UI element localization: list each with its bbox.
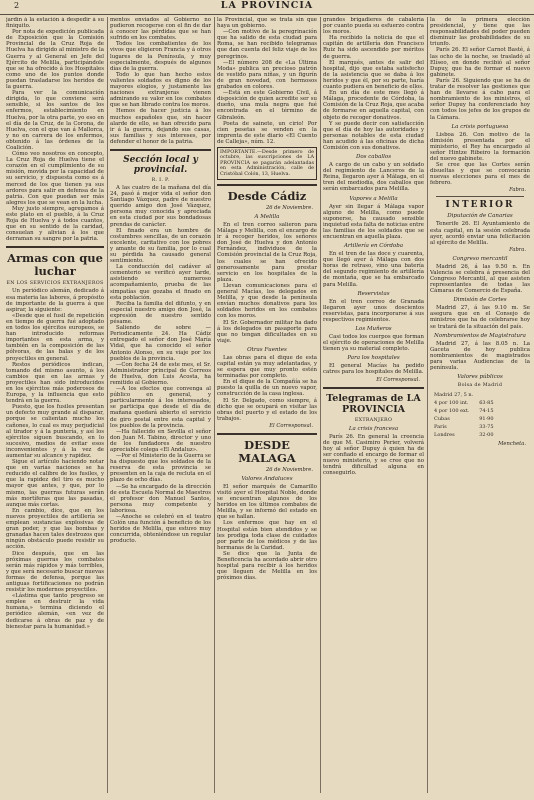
paragraph: Y se puede decir con satisfacción que el día de hoy las autoridades y personas notables de esta ciudad han acudido á las oficinas de dicha Comisión con sus donativos.: [323, 120, 424, 151]
table-cell: 33·75: [479, 424, 494, 431]
column-3: [217, 17, 317, 795]
section-headline: Sección local y provincial.: [123, 154, 198, 175]
paragraph: Las obras para el dique de esta capital están ya muy adelantadas, y se espera que muy pronto estén terminadas por completo.: [217, 354, 317, 380]
paragraph: Ayer sin llegar á Málaga vapor alguno de Melilla, como puede suponerse, ha causado sensible inquietud esta falta de noticias entre las familias de los soldados que se encuentran en aquella plaza.: [323, 203, 424, 240]
table-cell: 74·15: [479, 408, 494, 415]
table-cell: 91·90: [479, 416, 494, 423]
paragraph: la de la primera elección presidencial, y tiene que las responsabilidades del poder pueden disminuir las probabilidades de su triunfo.: [430, 17, 530, 48]
paragraph: En el tren correo de Granada llegaron ayer unos doscientos reservistas, para incorporarse á sus respectivos regimientos.: [323, 298, 424, 323]
subheading: Dos caballos: [355, 154, 392, 161]
subheading: Para los hospitales: [347, 355, 400, 362]
notice-box: [217, 147, 317, 180]
paragraph: Madrid 26, á las 9.50 n. En Valencia se celebra á presencia del Congreso Mercantil, al que asisten representantes de todas las Cámaras de Comercio de España.: [430, 263, 530, 295]
subheading: Nombramientos de Magistratura: [434, 332, 526, 339]
paragraph: París 26. Siguiendo que se ha de tratar de resolver las gestiones que han de llevarse á cabo para el nombramiento de los ministros, el señor Dupuy ha conferenciado hoy con todos los jefes de los grupos de la Cámara.: [430, 77, 530, 121]
paragraph: El finado era un hombre de costumbres sencillas, de un corazón excelente, caritativo con los pobres y amante de su familia, por lo cual su pérdida ha causado general sentimiento.: [110, 227, 211, 265]
paragraph: En el dique de la Compañía se ha puesto la quilla de un nuevo vapor, construcción de la casa inglesa.: [217, 379, 317, 398]
paragraph: Reciba la familia del difunto, y en especial nuestro amigo don José, la expresión de nuestro sentido pésame.: [110, 300, 211, 326]
paragraph: «Desde que el fusil de repetición en tiempo de guerra fué adoptado en todos los ejércitos europeos, se han introducido reformas importantes en esta arma, y también en la composición de las pólvoras, de las balas y de los proyectiles en general.: [6, 312, 104, 362]
table-cell: [477, 392, 495, 398]
subheading: Otras Fuentes: [247, 346, 287, 353]
paragraph: grandes brigadieres de cabalería por cuanto pueda su esfuerzo contra los moros.: [323, 17, 424, 36]
paragraph: En el tren de las doce y cuarenta, que llegó ayer á Málaga con dos horas de retraso, vino una batería del segundo regimiento de artillería de montaña, que se ha embarcado para Melilla.: [323, 251, 424, 288]
paragraph: Saliendo de sobre —Periodicamente 24. Ha Cádiz entregado el señor don José María Vidal, que ha conocido el señor Antonio Alonso, en su viaje por los pueblos de la provincia.: [110, 325, 211, 362]
paragraph: Todos los combatientes de los vivos que eligieron Francia y á otros lugares de la Península, y muy especialmente, después de algunos días de la guerra.: [110, 41, 211, 72]
subheading: Valores públicos: [457, 374, 503, 381]
divider: [217, 184, 317, 186]
paragraph: A cargo de un cabo y un soldado del regimiento de Lanceros de la Reina, llegaron ayer á Málaga, en el tren del mediodía, dos caballos que serán embarcados para Melilla.: [323, 162, 424, 193]
quotes-table: [430, 390, 498, 440]
column-5: [430, 17, 530, 795]
paragraph: —Con motivo de la peregrinación que ha salido de esta ciudad para Roma, se han recibido telegramas que dan cuenta del feliz viaje de los peregrinos.: [217, 29, 317, 60]
paragraph: —Anoche se celebró en el teatro Colón una función á beneficio de los heridos de Melilla, que estuvo muy concurrida, obteniéndose un regular producto.: [110, 514, 211, 545]
subheading: Diputación de Canarias: [447, 213, 513, 220]
paragraph: Hemos de hacer justicia á los muchos españoles que, sin hacer alarde de ello, se han ofrecido para ir á la guerra, dejando sus casas, sus familias y sus intereses, por defender el honor de la patria.: [110, 108, 211, 145]
paragraph: París 26. En general la creencia de que M. Casimiro Perier, volverá hoy al señor Dupuy á quien ha de ser confiado el encargo de formar el nuevo ministerio, y se cree que no tendrá dificultad alguna en conseguirlo.: [323, 433, 424, 477]
subheading: Dimisión de Cortes: [453, 297, 507, 304]
section-headline: INTERIOR: [445, 200, 515, 211]
paragraph: Un periódico alemán, dedicado á esa materia las labores, á propósito de importante de la guerra á que aspirar, la siguiente:: [6, 288, 104, 313]
table-cell: Madrid 27, 5 n.: [434, 392, 474, 399]
table-row: [432, 432, 496, 438]
notice-text: IMPORTANTE.—Desde primero de octubre, las suscripciones de LA PROVINCIA se pagarán adelantadas en esta Administración, calle de Cristóbal Colón, 13, Huelva.: [220, 148, 314, 177]
column-rule: [107, 17, 108, 793]
signature: El Corresponsal.: [376, 376, 420, 383]
table-row: [432, 400, 496, 406]
table-row: [432, 408, 496, 414]
paragraph: —Por el Ministerio de la Guerra se ha dispuesto que los soldados de la reserva de esta provincia se presenten en la caja de recluta en el plazo de ocho días.: [110, 453, 211, 484]
masthead: [0, 0, 534, 15]
paragraph: El Sr. Gobernador militar ha dado á los delegados un pasaporte para que no tengan dificultades en su viaje.: [217, 319, 317, 344]
table-cell: 4 por 100 int.: [434, 400, 469, 407]
subheading: La crisis portuguesa: [451, 123, 509, 130]
paragraph: Casi todos los cuerpos que forman el ejército de operaciones de Melilla tienen ya su material completo.: [323, 334, 424, 353]
page-number: 2: [14, 1, 20, 10]
divider: [217, 433, 317, 435]
column-rule: [427, 17, 428, 793]
paragraph: mentos enviados al Gobierno no pudieron recogerse con el fin de dar á conocer las pérdidas que se han sufrido en los combates.: [110, 17, 211, 42]
subheading: Vapores a Melilla: [349, 195, 398, 202]
signature: Fabra.: [509, 187, 526, 194]
column-rule: [320, 17, 321, 793]
paragraph: la Provincial, que se trata sin que haya un gobierno.: [217, 17, 317, 30]
table-title: Bolsa de Madrid: [457, 383, 503, 389]
paragraph: Dice después, que en las próximas guerras los combates serán más rápidos y más terribles, y que será necesario buscar nuevas formas de defensa, porque las antiguas fortificaciones no podrán resistir los modernos proyectiles.: [6, 550, 104, 594]
paragraph: jardín á la estación á despedir á su finiquito.: [6, 17, 104, 30]
paragraph: Puesto, que los fusiles presentan un defecto muy grande al disparar, porque se calientan mucho los cañones, lo cual es muy perjudicial al tirador y á la puntería, y así los ejércitos siguen buscando, en lo sucesivo, medios de evitar esos inconvenientes y á la vez de aumentar su alcance y rapidez.: [6, 404, 104, 459]
paragraph: Restos periódicos indican, tomando del mismo asunto, á los cambios que en las armas y proyectiles han sido introducidos en los ejércitos más poderosos de Europa, y la influencia que esto tendrá en la guerra.: [6, 361, 104, 405]
column-1: [6, 17, 104, 795]
dateline: 26 de Noviembre.: [265, 466, 313, 473]
subheadline: EXTRANJERO: [354, 417, 393, 423]
subheading: Artillería en Córdoba: [343, 243, 404, 250]
column-rule: [214, 17, 215, 793]
paragraph: En un día de este mes llegó á Málaga, procedente de Córdoba, la Comisión de la Cruz Roja, que acaba de formarse en aquella capital, con objeto de recoger donativos.: [323, 90, 424, 121]
subheadline: R. I. P.: [151, 177, 170, 183]
headline: DESDE MALAGA: [238, 437, 296, 465]
paragraph: A las cuatro de la mañana del día 24, pasó á mejor vida el señor don Santiago Vázquez, padre de nuestro querido amigo don José Vázquez, persona muy conocida y apreciada en esta ciudad por sus bondadosas prendas de carácter.: [110, 184, 211, 228]
headline: Desde Cádiz: [227, 189, 307, 203]
table-cell: Londres: [434, 432, 455, 439]
paragraph: —Está en este Gobierno Civil, á disposición de quien acredite ser su dueño, una mula negra que fué encontrada en el término de Gibraleón.: [217, 90, 317, 121]
signature: El Corresponsal.: [269, 422, 313, 429]
paragraph: —Se ha encargado de la dirección de esta Escuela Normal de Maestros el profesor don Manuel Santos, persona muy competente y laboriosa.: [110, 483, 211, 514]
subheading: A Melilla: [254, 214, 280, 220]
subheading: La crisis francesa: [348, 425, 399, 432]
paragraph: Madrid 27, á las 9.10 m. Se asegura que en el Consejo de ministros que ha de celebrarse hoy se tratará de la situación del país.: [430, 305, 530, 330]
paragraph: Madrid 27, á las 8.05 n. La Gaceta de hoy publica nombramientos de magistrados para varias Audiencias de la península.: [430, 340, 530, 372]
paragraph: En el tren correo salieron para Málaga y Melilla, con el encargo de ir á recoger heridos, los señores don José de Huelva y don Antonio Fernández, individuos de la Comisión provincial de la Cruz Roja, los cuales se han ofrecido generosamente para prestar servicio en los hospitales de la plaza.: [217, 222, 317, 283]
paragraph: Ha recibido la noticia de que el capitán de artillería don Francisco Ruiz ha sido ascendido por méritos de guerra.: [323, 35, 424, 60]
headline: Telegramas de LA PROVINCIA: [326, 392, 421, 415]
paragraph: Cómo veo nosotros en concepto, La Cruz Roja de Huelva tiene el corazón en el cumplimiento de su misión, movida por la capacidad de su servicio, y dispuesta como es á merced de los que tienen ya sus ardores para salir en defensa de la patria. Con que puedan ser más alegres los que se vean en la lucha.: [6, 151, 104, 206]
table-cell: París: [434, 424, 447, 431]
paragraph: La conducción del cadáver al cementerio se verificó ayer tarde, asistiendo numeroso acompañamiento, prueba de las simpatías que gozaba el finado en esta población.: [110, 264, 211, 301]
paragraph: El marqués, antes de salir del hospital, dijo que estaba satisfecho de la asistencia que se daba á los heridos y que él, por su parte, haría cuanto pudiera en beneficio de ellos.: [323, 59, 424, 91]
paragraph: Se dice que la Junta de Beneficencia ha acordado abrir otro hospital para recibir á los heridos que lleguen de Melilla en los próximos días.: [217, 550, 317, 582]
paragraph: En cambio, dice, que en los nuevos proyectiles de artillería se emplean sustancias explosivas de gran poder, y que las bombas y granadas hacen tales destrozos que ningún obstáculo puede resistir su acción.: [6, 507, 104, 551]
paragraph: Por nota de expedición publicada de Exposición que la Comisión Provincial de la Cruz Roja de Huelva ha dirigido al ministro de la Guerra y al General en Jefe del Ejército de Melilla, participándole que se ha ofrecido á los Hospitales como uno de los puntos donde puedan trasladarse los heridos de la guerra.: [6, 29, 104, 91]
paragraph: Se cree que las Cortes serán disueltas y que se convocarán nuevas elecciones para el mes de febrero.: [430, 162, 530, 187]
subheading: Valores Andaluces: [241, 475, 293, 482]
paragraph: «Lástima que tanto progreso se emplee en destruir la vida humana,» termina diciendo el periódico alemán, «en vez de dedicarse á obras de paz y de bienestar para la humanidad.»: [6, 593, 104, 630]
table-row: [432, 392, 496, 398]
paragraph: Los enfermos que hay en el Hospital están bien atendidos y se les prodiga toda clase de cuidados por parte de los médicos y de las hermanas de la Caridad.: [217, 520, 317, 551]
paragraph: Sigue el artículo haciendo notar que en varias naciones se ha reducido el calibre de los fusiles, y que la rapidez del tiro es mucho mayor que antes, y que, por lo mismo, las guerras futuras serán más mortíferas que las pasadas, aunque más cortas.: [6, 459, 104, 508]
divider: [6, 246, 104, 248]
paragraph: Para ver la comunicación dirigida, lo que conviene será sensible, si los santos de los enfermos, establecimiento en Huelva, por la otra parte, yo eso en el día de la Cruz, de la Corona, de Huelva, con el que van á Mallorca, y no en carrera de los enfermos, obtenido á las órdenes de la Coalición.: [6, 90, 104, 151]
table-cell: 4 por 100 ext.: [434, 408, 470, 415]
subheading: Los Muñeros: [355, 326, 392, 333]
dateline: 26 de Noviembre.: [265, 205, 313, 211]
paragraph: —Ha fallecido en Sevilla el señor don Juan M. Tabino, director y uno de los fundadores de nuestro apreciable colega «El Andaluz».: [110, 428, 211, 453]
table-cell: Cubas: [434, 416, 450, 423]
signature: Fabra.: [509, 246, 526, 253]
paragraph: El Sr. Delgado, como siempre, á dicho que se ocupará en visitar las obras del puerto y el estado de los trabajos.: [217, 397, 317, 422]
paragraph: Todo lo que han hecho estos valientes soldados es digno de los mayores elogios, y justamente las naciones extranjeras vienen admirando su valor en los combates que se han librado contra los moros.: [110, 71, 211, 109]
column-4: [323, 17, 424, 795]
table-cell: 32·00: [479, 432, 494, 439]
subheading: Congreso mercantil: [452, 255, 508, 262]
paragraph: El general Macías ha pedido catres para los hospitales de Melilla.: [323, 363, 424, 376]
paragraph: —El número 208 de «La Última Moda» publica un precioso patrón de vestido para niñas, y un figurín de gran novedad, con hermosos grabados en colores.: [217, 59, 317, 91]
paragraph: —A los efectos que convenga al público en general, y particularmente á los interesados, se participa que desde el día de mañana quedará abierto el servicio de giro postal entre esta capital y los pueblos de la provincia.: [110, 386, 211, 429]
table-row: [432, 416, 496, 422]
table-row: [432, 424, 496, 430]
newspaper-title: LA PROVINCIA: [220, 0, 314, 11]
paragraph: —Con fecha 24 de este mes, el Sr. Administrador principal de Correos de Huelva, don Luis Acosta, ha remitido al Gobierno.: [110, 361, 211, 386]
paragraph: El señor marqués de Camarillo visitó ayer el Hospital Noble, donde se encuentran algunos de los heridos en los últimos combates de Melilla, y se informó del estado en que se hallan.: [217, 483, 317, 521]
paragraph: Lisboa 26. Con motivo de la dimisión presentada por el ministerio, el Rey ha encargado al señor Hintze Ribeiro la formación del nuevo gabinete.: [430, 131, 530, 162]
paragraph: Llevan comunicaciones para el general Macías, los delegados en Melilla, y que desde la península envían muchos donativos para los soldados heridos en los combates con los moros.: [217, 282, 317, 320]
table-cell: 63·85: [479, 400, 494, 407]
paragraph: Poeta de sainete, un cirio! Por cien pesetas se venden en la imprenta de este diario «El Cuento de Calleja», núm. 12.: [217, 120, 317, 145]
signature: Mencheta.: [498, 441, 526, 448]
paragraph: Tenerife 26. El Ayuntamiento de esta capital, en la sesión celebrada ayer, acordó enviar una felicitación al ejército de Melilla.: [430, 221, 530, 246]
divider: [110, 149, 211, 151]
headline: Armas con que luchar: [7, 251, 103, 279]
subheading: Reservistas: [357, 290, 390, 297]
divider: [436, 196, 524, 197]
subheadline: EN LOS SERVICIOS EXTRANJEROS: [6, 281, 104, 287]
column-2: [110, 17, 211, 795]
paragraph: Muy justo siempre, agregamos á este plato en el pueblo, á la Cruz Roja de Huelva y á todos cuantos, que en su sentido de la caridad, consuelan y alivian á los que derraman su sangre por la patria.: [6, 205, 104, 243]
paragraph: París 26. El señor Carnot Basté, á las ocho de la noche, se trasladó al Elíseo, en donde recibió al señor Dupuy, que ha de formar el nuevo gabinete.: [430, 47, 530, 78]
divider: [323, 387, 424, 389]
